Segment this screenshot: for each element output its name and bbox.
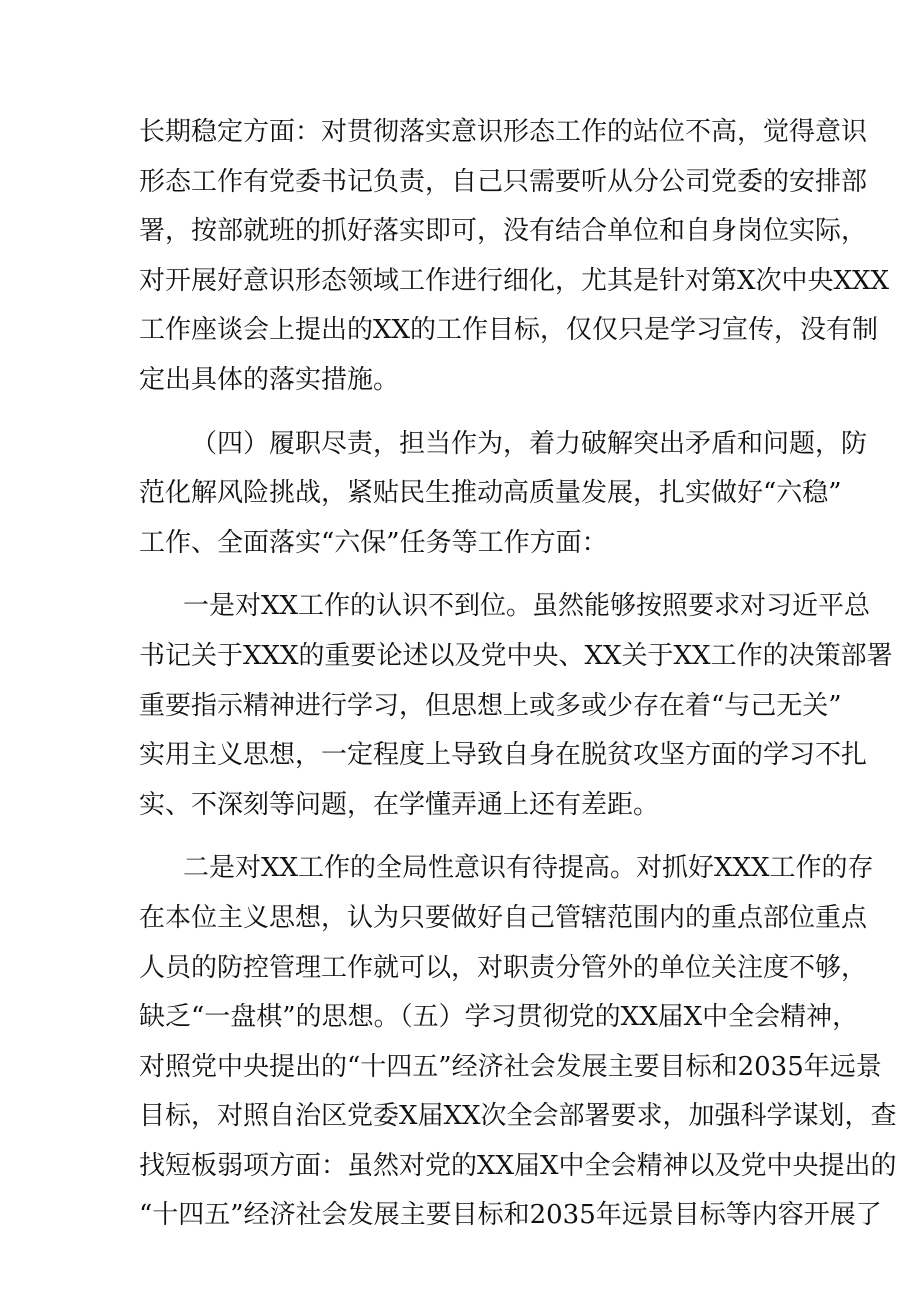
text-line: 实、不深刻等问题，在学懂弄通上还有差距。	[139, 789, 660, 820]
text-line: 定出具体的落实措施。	[139, 364, 400, 395]
document-body	[139, 108, 897, 1241]
text-line: 署，按部就班的抓好落实即可，没有结合单位和自身岗位实际，	[139, 216, 868, 247]
text-line: 一是对XX工作的认识不到位。虽然能够按照要求对习近平总	[183, 591, 871, 622]
paragraph-1	[139, 108, 890, 406]
text-line: 找短板弱项方面：虽然对党的XX届X中全会精神以及党中央提出的	[139, 1150, 897, 1181]
paragraph-3	[139, 582, 893, 830]
text-line: 形态工作有党委书记负责，自己只需要听从分公司党委的安排部	[139, 166, 868, 197]
text-line: 工作座谈会上提出的XX的工作目标，仅仅只是学习宣传，没有制	[139, 315, 879, 346]
text-line: 人员的防控管理工作就可以，对职责分管外的单位关注度不够，	[139, 952, 868, 983]
text-line: 目标，对照自治区党委X届XX次全会部署要求，加强科学谋划，查	[139, 1101, 897, 1132]
text-line: 对开展好意识形态领域工作进行细化，尤其是针对第X次中央XXX	[139, 265, 890, 296]
text-line: 缺乏“一盘棋”的思想。（五）学习贯彻党的XX届X中全会精神，	[139, 1002, 859, 1033]
text-line: 二是对XX工作的全局性意识有待提高。对抓好XXX工作的存	[183, 853, 874, 884]
text-line: 工作、全面落实“六保”任务等工作方面：	[139, 527, 608, 558]
text-line: 范化解风险挑战，紧贴民生推动高质量发展，扎实做好“六稳”	[139, 478, 842, 509]
text-line: 重要指示精神进行学习，但思想上或多或少存在着“与己无关”	[139, 690, 842, 721]
paragraph-2	[139, 420, 868, 569]
text-line: （四）履职尽责，担当作为，着力破解突出矛盾和问题，防	[191, 428, 868, 459]
text-line: 长期稳定方面：对贯彻落实意识形态工作的站位不高，觉得意识	[139, 117, 868, 147]
text-line: 在本位主义思想，认为只要做好自己管辖范围内的重点部位重点	[139, 902, 868, 933]
text-line: 书记关于XXX的重要论述以及党中央、XX关于XX工作的决策部署	[139, 640, 893, 671]
text-line: “十四五”经济社会发展主要目标和2035年远景目标等内容开展了	[139, 1200, 882, 1231]
text-line: 对照党中央提出的“十四五”经济社会发展主要目标和2035年远景	[139, 1051, 882, 1082]
paragraph-4	[139, 844, 897, 1241]
paragraph-spacer	[139, 406, 801, 420]
paragraph-spacer	[139, 830, 801, 844]
text-line: 实用主义思想，一定程度上导致自身在脱贫攻坚方面的学习不扎	[139, 740, 868, 771]
paragraph-spacer	[139, 568, 801, 582]
